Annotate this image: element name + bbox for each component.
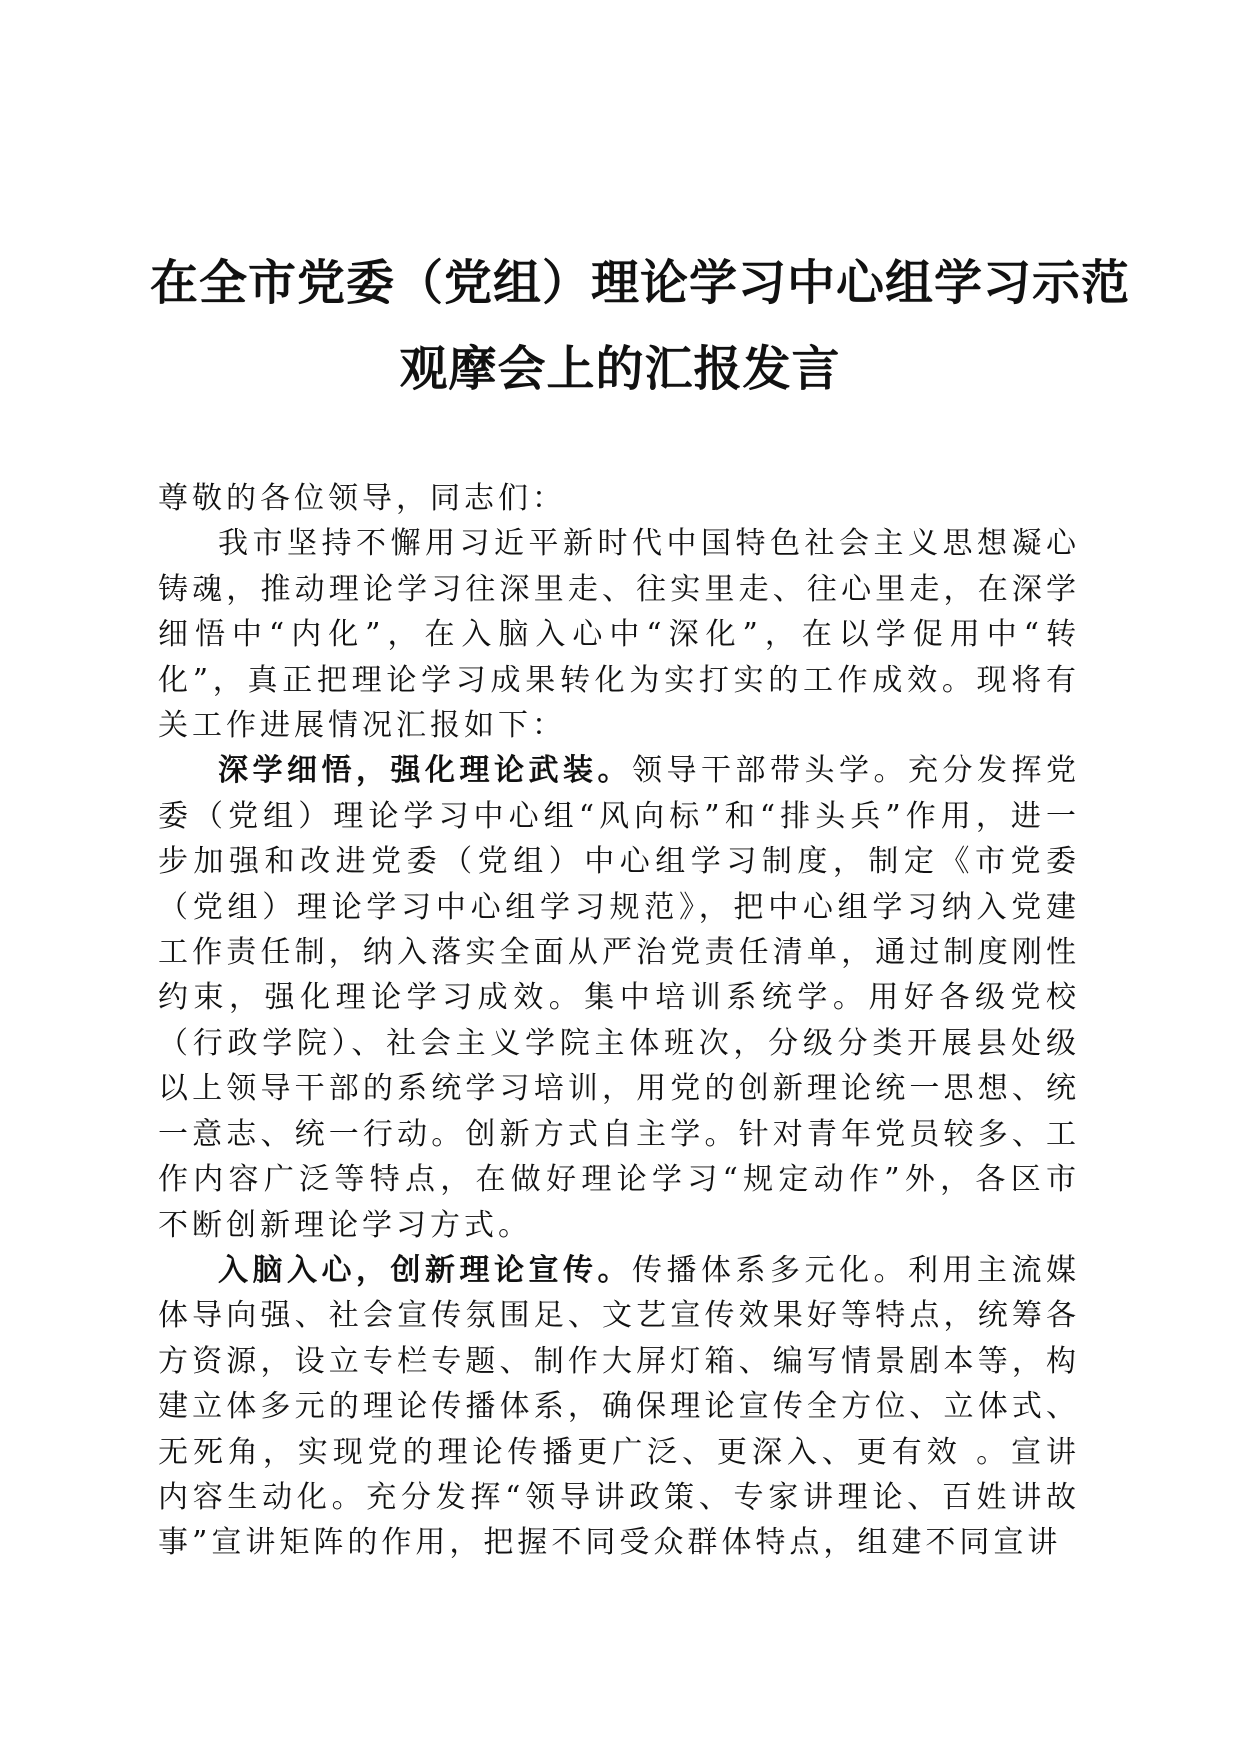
title-line-2: 观摩会上的汇报发言 [399,341,841,397]
paragraph-text: 我市坚持不懈用习近平新时代中国特色社会主义思想凝心铸魂，推动理论学习往深里走、往实里走、往心里走，在深学细悟中“内化”，在入脑入心中“深化”，在以学促用中“转化”，真正把理论学习成果转化为实打实的工作成效。现将有关工作进展情况汇报如下： [158,526,1080,744]
paragraph-heading: 入脑入心，创新理论宣传。 [218,1252,632,1288]
paragraph-intro [158,521,1080,748]
paragraph-text: 传播体系多元化。利用主流媒体导向强、社会宣传氛围足、文艺宣传效果好等特点，统筹各方资源，设立专栏专题、制作大屏灯箱、编写情景剧本等，构建立体多元的理论传播体系，确保理论宣传全方位、立体式、无死角，实现党的理论传播更广泛、更深入、更有效 。宣讲内容生动化。充分发挥“领导讲政策、专家讲理论、百姓讲故事”宣讲矩阵的作用，把握不同受众群体特点，组建不同宣讲 [158,1252,1080,1561]
document-title [150,240,1131,412]
paragraph-theory-study [158,748,1080,1247]
paragraph-theory-publicity [158,1248,1080,1566]
salutation: 尊敬的各位领导，同志们： [158,481,566,516]
paragraph-text: 领导干部带头学。充分发挥党委（党组）理论学习中心组“风向标”和“排头兵”作用，进一步加强和改进党委（党组）中心组学习制度，制定《市党委（党组）理论学习中心组学习规范》，把中心组学习纳入党建工作责任制，纳入落实全面从严治党责任清单，通过制度刚性约束，强化理论学习成效。集中培训系统学。用好各级党校（行政学院）、社会主义学院主体班次，分级分类开展县处级以上领导干部的系统学习培训，用党的创新理论统一思想、统一意志、统一行动。创新方式自主学。针对青年党员较多、工作内容广泛等特点，在做好理论学习“规定动作”外，各区市不断创新理论学习方式。 [158,753,1080,1243]
title-line-1: 在全市党委（党组）理论学习中心组学习示范 [150,255,1131,311]
paragraph-heading: 深学细悟，强化理论武装。 [218,753,632,789]
document-body [158,476,1080,1566]
